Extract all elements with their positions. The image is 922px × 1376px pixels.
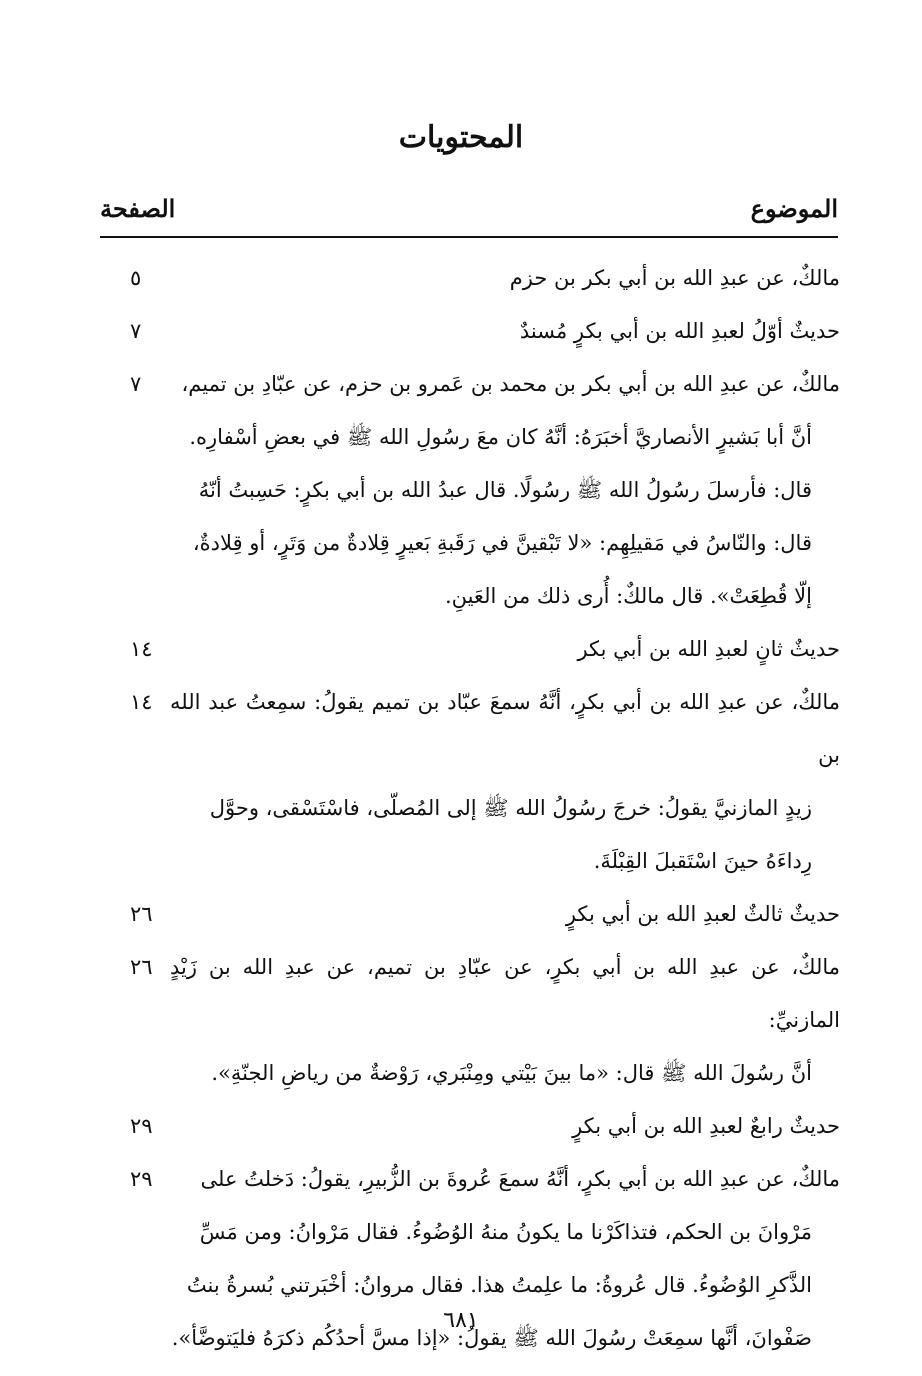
toc-line: أنَّ أبا بَشيرٍ الأنصاريَّ أخبَرَهُ: أنَّهُ كان معَ رسُولِ الله ﷺ في بعضِ أسْفارِه. [189, 425, 812, 449]
toc-text [170, 1153, 840, 1206]
toc-entry-row [100, 1206, 840, 1365]
toc-line: مَرْوانَ بن الحكم، فتذاكَرْنا ما يكونُ منهُ الوُضُوءُ. فقال مَرْوانُ: ومن مَسِّ [199, 1220, 812, 1244]
toc-text [170, 782, 812, 888]
toc-text [170, 888, 840, 941]
toc-line: زيدٍ المازنيَّ يقولُ: خرجَ رسُولُ الله ﷺ إلى المُصلّى، فاسْتَسْقى، وحوَّل [209, 796, 812, 820]
contents-list [100, 252, 840, 1365]
toc-heading-row [100, 252, 840, 305]
toc-entry-row [100, 411, 840, 623]
toc-page-number: ٧ [130, 319, 142, 343]
toc-entry-row [100, 1047, 840, 1100]
toc-heading-row [100, 305, 840, 358]
toc-text [170, 941, 840, 1047]
page-number: ٦٨١ [443, 1308, 479, 1333]
toc-line: مالكٌ، عن عبدِ الله بن أبي بكر بن محمد بن عَمرو بن حزم، عن عبّادِ بن تميم، [181, 372, 840, 396]
toc-line: رِداءَهُ حينَ اسْتَقبلَ القِبْلَةَ. [593, 849, 812, 873]
toc-page-number: ٧ [130, 372, 142, 396]
page-column-header: الصفحة [100, 194, 176, 223]
toc-line: حديثٌ ثانٍ لعبدِ الله بن أبي بكر [577, 637, 840, 661]
toc-heading-row [100, 1100, 840, 1153]
toc-text [170, 1206, 812, 1365]
toc-heading-row [100, 623, 840, 676]
toc-line: مالكٌ، عن عبدِ الله بن أبي بكر بن حزم [509, 266, 840, 290]
toc-heading-row [100, 941, 840, 1047]
toc-line: مالكٌ، عن عبدِ الله بن أبي بكرٍ، عن عبّادِ بن تميم، عن عبدِ الله بن زَيْدٍ المازنيِّ: [170, 955, 840, 1032]
toc-heading-row [100, 676, 840, 782]
toc-heading-row [100, 888, 840, 941]
toc-text [170, 305, 840, 358]
topic-column-header: الموضوع [750, 194, 838, 223]
toc-line: قال: فأرسلَ رسُولُ الله ﷺ رسُولًا. قال عبدُ الله بن أبي بكرٍ: حَسِبتُ أنّهُ [198, 478, 812, 502]
toc-page-number: ١٤ [130, 690, 153, 714]
toc-line: مالكٌ، عن عبدِ الله بن أبي بكرٍ، أنَّهُ سمعَ عبّاد بن تميم يقولُ: سمِعتُ عبد الله بن [170, 690, 840, 767]
toc-line: مالكٌ، عن عبدِ الله بن أبي بكرٍ، أنَّهُ سمعَ عُروةَ بن الزُّبيرِ، يقولُ: دَخلتُ على [200, 1167, 840, 1191]
toc-heading-row [100, 358, 840, 411]
header-rule [100, 236, 838, 238]
toc-line: الذَّكرِ الوُضُوءُ. قال عُروةُ: ما علِمتُ هذا. فقال مروانُ: أخْبَرتني بُسرةُ بنتُ [186, 1273, 812, 1297]
toc-text [170, 358, 840, 411]
toc-page-number: ١٤ [130, 637, 153, 661]
toc-line: قال: والنّاسُ في مَقيلِهِم: «لا تَبْقينَّ في رَقَبةِ بَعيرٍ قِلادةٌ من وَتَرٍ، أو قِلادةٌ، [192, 531, 812, 555]
page-title: المحتويات [398, 120, 524, 155]
toc-line: حديثٌ ثالثٌ لعبدِ الله بن أبي بكرٍ [565, 902, 840, 926]
toc-page-number: ٢٦ [130, 955, 153, 979]
toc-page-number: ٢٩ [130, 1167, 153, 1191]
toc-text [170, 1047, 812, 1100]
toc-page-number: ٢٦ [130, 902, 153, 926]
toc-line: صَفْوانَ، أنَّها سمِعَتْ رسُولَ الله ﷺ يقولُ: «إذا مسَّ أحدُكُم ذكرَهُ فليَتوضَّأ». [171, 1326, 812, 1350]
toc-line: حديثٌ أوّلُ لعبدِ الله بن أبي بكرٍ مُسندٌ [519, 319, 840, 343]
toc-text [170, 676, 840, 782]
toc-line: حديثٌ رابعٌ لعبدِ الله بن أبي بكرٍ [572, 1114, 840, 1138]
toc-text [170, 623, 840, 676]
toc-entry-row [100, 782, 840, 888]
toc-line: إلّا قُطِعَتْ». قال مالكٌ: أُرى ذلك من العَينِ. [444, 584, 812, 608]
toc-page-number: ٥ [130, 266, 142, 290]
toc-line: أنَّ رسُولَ الله ﷺ قال: «ما بينَ بَيْتي ومِنْبَري، رَوْضةٌ من رياضِ الجنّةِ». [211, 1061, 812, 1085]
toc-heading-row [100, 1153, 840, 1206]
toc-text [170, 411, 812, 623]
toc-text [170, 252, 840, 305]
toc-page-number: ٢٩ [130, 1114, 153, 1138]
toc-text [170, 1100, 840, 1153]
